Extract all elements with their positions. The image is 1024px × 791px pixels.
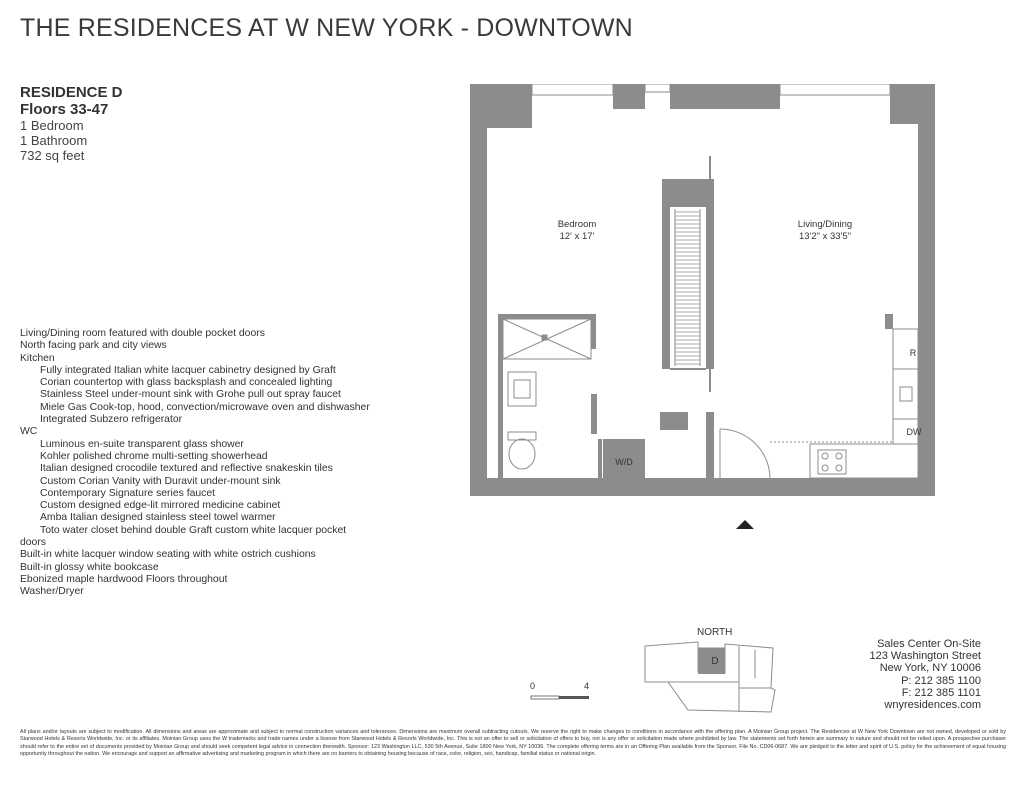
bedroom-label: Bedroom bbox=[557, 219, 597, 230]
exterior-walls bbox=[470, 84, 935, 496]
feature-item: Kohler polished chrome multi-setting showerhead bbox=[40, 450, 268, 462]
legal-disclaimer: All plans and/or layouts are subject to modification. All dimensions and areas are approximate and subject to normal construction variances and tolerances. Dimensions are maximum overall subtracting cutouts. We reserve the right to make changes to conditions in accordance with the offering plan. A Moinian Group project. The Residences at W New York Downtown are not owned, developed or sold by Starwood Hotels & Resorts Worldwide, Inc. or its affiliates. Moinian Group uses the W trademarks and trade names under a license from Starwood Hotels & Resorts Worldwide, Inc. This is not an offer to sell or solicitation of offers to buy, nor is any offer or solicitation made where prohibited by law. The statements set forth herein are summary in nature and should not be relied upon. A prospective purchaser should refer to the entire set of documents provided by Moinian Group and should seek competent legal advice in connection therewith. Sponsor: 123 Washington LLC, 530 5th Avenue, Suite 1800 New York, NY 10036. The complete offering terms are in an Offering Plan available from the Sponsor. File No. CD06-0687. We are pledged to the letter and spirit of U.S. policy for the achievement of equal housing opportunity throughout the nation. We encourage and support an affirmative advertising and marketing program in which there are no barriers to obtaining housing because of race, color, religion, sex, handicap, familial status or national origin. bbox=[20, 729, 1006, 758]
feature-item: Amba Italian designed stainless steel towel warmer bbox=[40, 512, 276, 524]
scale-min-label: 0 bbox=[530, 681, 536, 691]
feature-item: Integrated Subzero refrigerator bbox=[40, 414, 183, 426]
entry-arrow-marker bbox=[735, 518, 755, 530]
closet-wall bbox=[662, 179, 714, 369]
feature-item: WC bbox=[20, 426, 38, 438]
residence-floors: Floors 33-47 bbox=[20, 101, 109, 118]
sales-website[interactable]: wnyresidences.com bbox=[884, 699, 981, 712]
feature-item: doors bbox=[20, 537, 46, 549]
kitchen-corner-walls bbox=[885, 314, 893, 329]
feature-item: Custom designed edge-lit mirrored medicine cabinet bbox=[40, 500, 281, 512]
feature-item: Custom Corian Vanity with Duravit under-mount sink bbox=[40, 475, 281, 487]
toilet bbox=[508, 432, 536, 469]
hall-walls bbox=[660, 412, 714, 478]
sales-center bbox=[870, 638, 982, 711]
fridge-label: R bbox=[909, 348, 917, 358]
scale-max-label: 4 bbox=[584, 681, 590, 691]
floor-plan bbox=[470, 84, 940, 514]
feature-item: Fully integrated Italian white lacquer cabinetry designed by Graft bbox=[40, 364, 336, 376]
sales-street: 123 Washington Street bbox=[869, 650, 981, 663]
living-label: Living/Dining bbox=[797, 219, 853, 230]
key-plan bbox=[643, 626, 793, 716]
residence-bathrooms: 1 Bathroom bbox=[20, 133, 88, 148]
kitchen bbox=[770, 329, 918, 478]
feature-item: Contemporary Signature series faucet bbox=[40, 487, 215, 499]
dishwasher-label: DW bbox=[906, 427, 922, 437]
feature-item: Washer/Dryer bbox=[20, 586, 84, 598]
closet-shelving bbox=[675, 209, 700, 366]
keyplan-unit-label: D bbox=[711, 656, 719, 667]
bathroom bbox=[498, 314, 645, 478]
scale-bar bbox=[530, 694, 592, 702]
residence-summary bbox=[20, 84, 123, 163]
entry-door bbox=[720, 429, 770, 478]
feature-item: Kitchen bbox=[20, 352, 55, 364]
feature-item: Living/Dining room featured with double pocket doors bbox=[20, 328, 265, 339]
living-dims: 13'2" x 33'5" bbox=[798, 231, 852, 242]
feature-item: Italian designed crocodile textured and reflective snakeskin tiles bbox=[40, 463, 333, 475]
residence-bedrooms: 1 Bedroom bbox=[20, 118, 84, 133]
feature-item: Luminous en-suite transparent glass shower bbox=[40, 438, 244, 450]
feature-item: Stainless Steel under-mount sink with Grohe pull out spray faucet bbox=[40, 389, 341, 401]
residence-name: RESIDENCE D bbox=[20, 84, 123, 101]
feature-item: North facing park and city views bbox=[20, 340, 167, 352]
sales-phone: P: 212 385 1100 bbox=[901, 674, 981, 687]
north-label: NORTH bbox=[697, 627, 733, 638]
feature-item: Miele Gas Cook-top, hood, convection/microwave oven and dishwasher bbox=[40, 401, 370, 413]
sales-title: Sales Center On-Site bbox=[877, 638, 981, 650]
page-title: THE RESIDENCES AT W NEW YORK - DOWNTOWN bbox=[20, 14, 633, 42]
feature-item: Toto water closet behind double Graft custom white lacquer pocket bbox=[40, 524, 347, 536]
sales-city: New York, NY 10006 bbox=[879, 662, 981, 675]
residence-area: 732 sq feet bbox=[20, 148, 85, 163]
features-list bbox=[20, 328, 420, 599]
feature-item: Built-in glossy white bookcase bbox=[20, 561, 159, 573]
wd-label: W/D bbox=[615, 457, 633, 467]
feature-item: Corian countertop with glass backsplash and concealed lighting bbox=[40, 377, 333, 389]
sales-fax: F: 212 385 1101 bbox=[901, 686, 981, 699]
feature-item: Built-in white lacquer window seating with white ostrich cushions bbox=[20, 549, 316, 561]
vanity bbox=[508, 372, 536, 406]
feature-item: Ebonized maple hardwood Floors throughout bbox=[20, 573, 228, 585]
bedroom-dims: 12' x 17' bbox=[559, 231, 595, 242]
shower bbox=[503, 319, 591, 359]
